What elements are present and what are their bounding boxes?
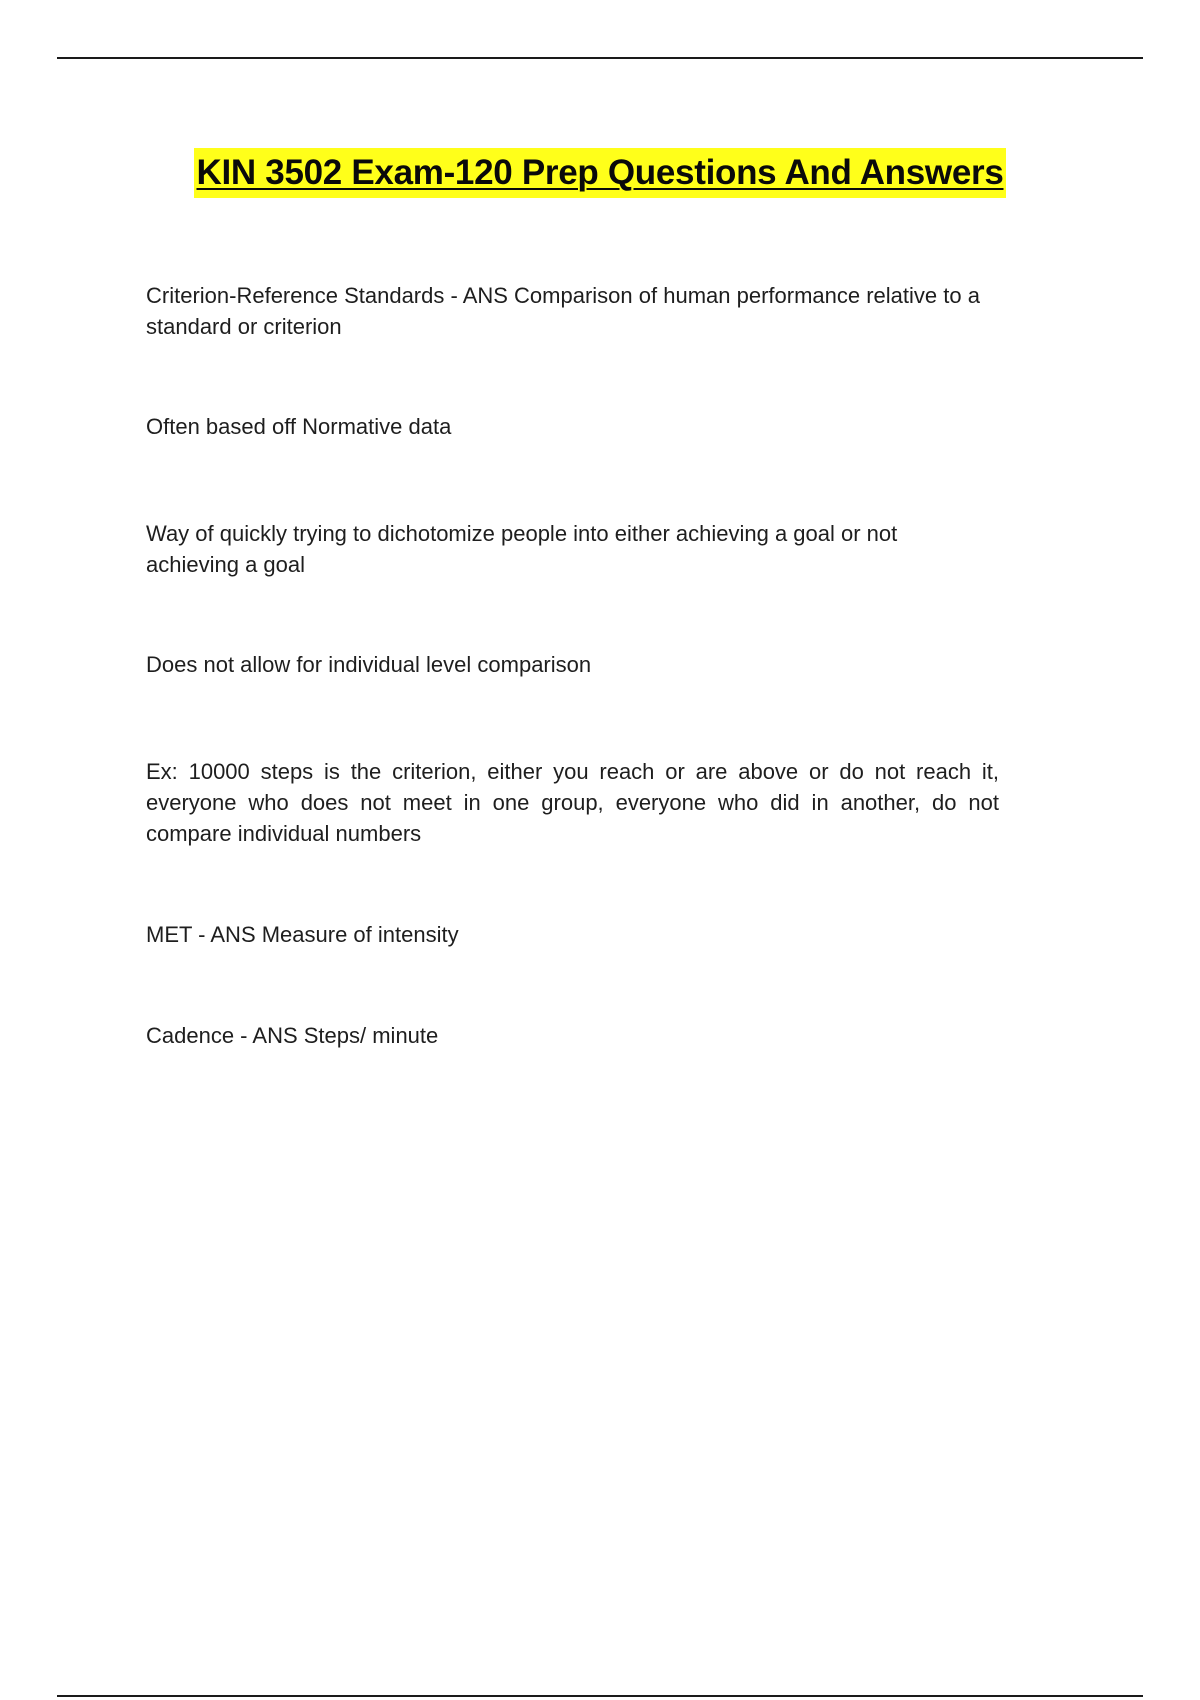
paragraph-criterion-reference: Criterion-Reference Standards - ANS Comparison of human performance relative to a standard or criterion <box>146 283 980 339</box>
bottom-rule <box>57 1695 1143 1697</box>
top-rule <box>57 57 1143 59</box>
document-title: KIN 3502 Exam-120 Prep Questions And Answers <box>194 148 1005 198</box>
paragraph-example-steps: Ex: 10000 steps is the criterion, either you reach or are above or do not reach it, everyone who does not meet in one group, everyone who did in another, do not compare individual numbers <box>146 759 999 846</box>
paragraph-individual-comparison: Does not allow for individual level comparison <box>146 652 592 677</box>
paragraph-cadence: Cadence - ANS Steps/ minute <box>146 1023 439 1048</box>
paragraph-met: MET - ANS Measure of intensity <box>146 922 459 947</box>
paragraph-dichotomize: Way of quickly trying to dichotomize people into either achieving a goal or not achieving a goal <box>146 521 898 577</box>
title-container <box>0 148 1200 198</box>
paragraph-normative-data: Often based off Normative data <box>146 414 452 439</box>
